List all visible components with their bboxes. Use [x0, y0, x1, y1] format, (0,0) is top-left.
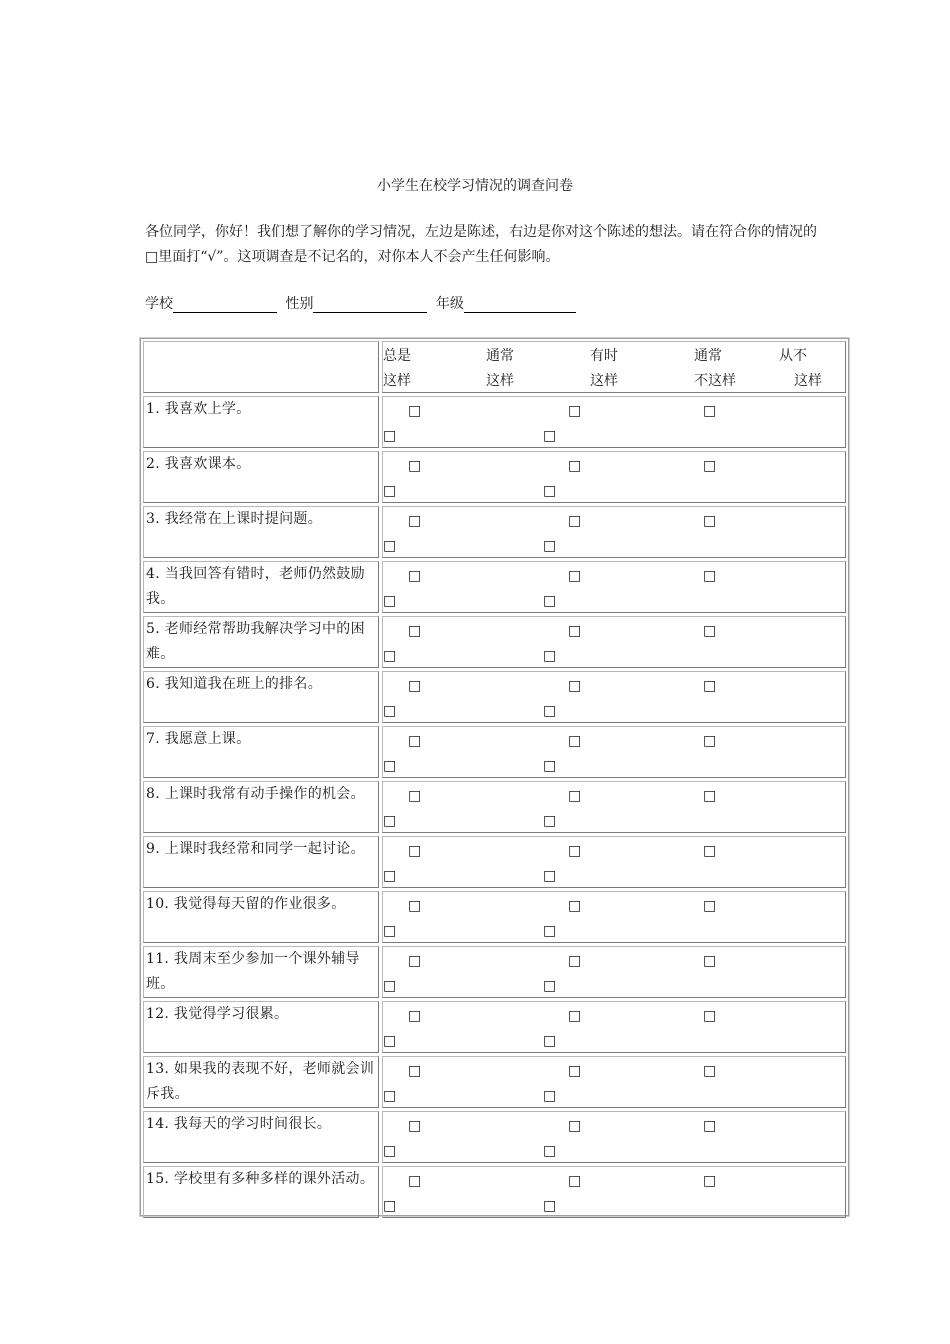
checkbox-usually[interactable]: □ — [568, 568, 582, 584]
checkbox-usually-not[interactable]: □ — [383, 1198, 397, 1214]
checkbox-sometimes[interactable]: □ — [703, 843, 717, 859]
question-cell — [143, 616, 379, 668]
checkbox-always[interactable]: □ — [408, 1008, 422, 1024]
checkbox-usually[interactable]: □ — [568, 1173, 582, 1189]
checkbox-always[interactable]: □ — [408, 788, 422, 804]
question-row — [143, 946, 846, 998]
question-row — [143, 1111, 846, 1163]
checkbox-always[interactable]: □ — [408, 568, 422, 584]
answer-cell — [382, 781, 846, 833]
question-cell — [143, 506, 379, 558]
answer-cell — [382, 726, 846, 778]
checkbox-never[interactable]: □ — [543, 648, 557, 664]
question-row — [143, 616, 846, 668]
checkbox-never[interactable]: □ — [543, 428, 557, 444]
checkbox-sometimes[interactable]: □ — [703, 1063, 717, 1079]
question-text: 4. 当我回答有错时，老师仍然鼓励我。 — [146, 566, 365, 607]
question-cell — [143, 396, 379, 448]
checkbox-never[interactable]: □ — [543, 813, 557, 829]
header-sometimes: 有时 这样 — [590, 348, 618, 389]
question-text: 8. 上课时我常有动手操作的机会。 — [146, 786, 365, 802]
question-cell — [143, 451, 379, 503]
question-row — [143, 1001, 846, 1053]
question-row — [143, 1056, 846, 1108]
respondent-info — [145, 293, 576, 313]
question-row — [143, 451, 846, 503]
question-text: 15. 学校里有多种多样的课外活动。 — [146, 1171, 375, 1187]
question-row — [143, 726, 846, 778]
gender-field[interactable] — [313, 296, 427, 313]
intro-paragraph: 各位同学，你好！我们想了解你的学习情况，左边是陈述，右边是你对这个陈述的想法。请在符合你的情况的□里面打“√”。这项调查是不记名的，对你本人不会产生任何影响。 — [145, 224, 817, 265]
header-row — [143, 341, 846, 393]
question-row — [143, 671, 846, 723]
checkbox-always[interactable]: □ — [408, 403, 422, 419]
header-usually-not: 通常 不这样 — [694, 348, 736, 389]
answer-cell — [382, 671, 846, 723]
answer-cell — [382, 451, 846, 503]
checkbox-sometimes[interactable]: □ — [703, 1008, 717, 1024]
school-field[interactable] — [173, 296, 277, 313]
checkbox-sometimes[interactable]: □ — [703, 513, 717, 529]
header-always: 总是 这样 — [383, 348, 411, 389]
header-options-cell — [382, 341, 846, 393]
header-never: 从不 这样 — [779, 348, 822, 389]
answer-cell — [382, 506, 846, 558]
question-row — [143, 561, 846, 613]
checkbox-sometimes[interactable]: □ — [703, 568, 717, 584]
checkbox-usually[interactable]: □ — [568, 1063, 582, 1079]
question-cell — [143, 1001, 379, 1053]
question-cell — [143, 726, 379, 778]
checkbox-usually-not[interactable]: □ — [383, 813, 397, 829]
answer-cell — [382, 1001, 846, 1053]
checkbox-always[interactable]: □ — [408, 458, 422, 474]
checkbox-sometimes[interactable]: □ — [703, 733, 717, 749]
survey-table — [140, 338, 849, 1216]
checkbox-sometimes[interactable]: □ — [703, 1173, 717, 1189]
checkbox-never[interactable]: □ — [543, 1143, 557, 1159]
question-row — [143, 1166, 846, 1218]
question-cell — [143, 891, 379, 943]
checkbox-usually[interactable]: □ — [568, 898, 582, 914]
answer-cell — [382, 1111, 846, 1163]
question-text: 10. 我觉得每天留的作业很多。 — [146, 896, 346, 912]
question-text: 9. 上课时我经常和同学一起讨论。 — [146, 841, 365, 857]
checkbox-never[interactable]: □ — [543, 868, 557, 884]
question-row — [143, 891, 846, 943]
question-text: 1. 我喜欢上学。 — [146, 401, 251, 417]
checkbox-never[interactable]: □ — [543, 923, 557, 939]
header-blank-cell — [143, 341, 379, 393]
checkbox-usually[interactable]: □ — [568, 513, 582, 529]
checkbox-usually[interactable]: □ — [568, 733, 582, 749]
answer-cell — [382, 836, 846, 888]
question-row — [143, 781, 846, 833]
checkbox-sometimes[interactable]: □ — [703, 623, 717, 639]
checkbox-never[interactable]: □ — [543, 703, 557, 719]
checkbox-always[interactable]: □ — [408, 1173, 422, 1189]
checkbox-never[interactable]: □ — [543, 1088, 557, 1104]
checkbox-sometimes[interactable]: □ — [703, 458, 717, 474]
checkbox-never[interactable]: □ — [543, 1033, 557, 1049]
checkbox-sometimes[interactable]: □ — [703, 1118, 717, 1134]
answer-cell — [382, 1056, 846, 1108]
question-cell — [143, 1056, 379, 1108]
checkbox-never[interactable]: □ — [543, 978, 557, 994]
gender-label: 性别 — [285, 296, 314, 312]
checkbox-usually[interactable]: □ — [568, 678, 582, 694]
question-cell — [143, 946, 379, 998]
checkbox-usually-not[interactable]: □ — [383, 1088, 397, 1104]
question-text: 11. 我周末至少参加一个课外辅导班。 — [146, 951, 360, 992]
question-row — [143, 396, 846, 448]
question-cell — [143, 671, 379, 723]
checkbox-usually-not[interactable]: □ — [383, 703, 397, 719]
checkbox-always[interactable]: □ — [408, 898, 422, 914]
checkbox-sometimes[interactable]: □ — [703, 403, 717, 419]
checkbox-usually[interactable]: □ — [568, 953, 582, 969]
checkbox-always[interactable]: □ — [408, 843, 422, 859]
page-title: 小学生在校学习情况的调查问卷 — [377, 178, 573, 194]
question-text: 2. 我喜欢课本。 — [146, 456, 251, 472]
answer-cell — [382, 396, 846, 448]
checkbox-usually-not[interactable]: □ — [383, 1033, 397, 1049]
question-text: 12. 我觉得学习很累。 — [146, 1006, 289, 1022]
checkbox-never[interactable]: □ — [543, 1198, 557, 1214]
checkbox-always[interactable]: □ — [408, 1118, 422, 1134]
checkbox-always[interactable]: □ — [408, 733, 422, 749]
checkbox-always[interactable]: □ — [408, 513, 422, 529]
grade-field[interactable] — [464, 296, 576, 313]
checkbox-usually[interactable]: □ — [568, 458, 582, 474]
grade-label: 年级 — [435, 296, 464, 312]
checkbox-usually-not[interactable]: □ — [383, 868, 397, 884]
school-label: 学校 — [145, 296, 173, 312]
question-cell — [143, 781, 379, 833]
checkbox-always[interactable]: □ — [408, 953, 422, 969]
answer-cell — [382, 946, 846, 998]
question-cell — [143, 561, 379, 613]
question-row — [143, 836, 846, 888]
checkbox-sometimes[interactable]: □ — [703, 898, 717, 914]
checkbox-usually[interactable]: □ — [568, 843, 582, 859]
answer-cell — [382, 891, 846, 943]
checkbox-always[interactable]: □ — [408, 678, 422, 694]
checkbox-usually-not[interactable]: □ — [383, 758, 397, 774]
checkbox-never[interactable]: □ — [543, 758, 557, 774]
checkbox-always[interactable]: □ — [408, 1063, 422, 1079]
question-text: 13. 如果我的表现不好，老师就会训斥我。 — [146, 1061, 375, 1102]
question-cell — [143, 1166, 379, 1218]
answer-cell — [382, 616, 846, 668]
checkbox-never[interactable]: □ — [543, 538, 557, 554]
question-text: 5. 老师经常帮助我解决学习中的困难。 — [146, 621, 365, 662]
checkbox-never[interactable]: □ — [543, 483, 557, 499]
checkbox-usually-not[interactable]: □ — [383, 538, 397, 554]
checkbox-never[interactable]: □ — [543, 593, 557, 609]
checkbox-usually-not[interactable]: □ — [383, 483, 397, 499]
question-cell — [143, 836, 379, 888]
checkbox-sometimes[interactable]: □ — [703, 788, 717, 804]
checkbox-usually[interactable]: □ — [568, 403, 582, 419]
checkbox-usually[interactable]: □ — [568, 788, 582, 804]
checkbox-sometimes[interactable]: □ — [703, 678, 717, 694]
checkbox-usually-not[interactable]: □ — [383, 428, 397, 444]
answer-cell — [382, 1166, 846, 1218]
question-cell — [143, 1111, 379, 1163]
checkbox-usually[interactable]: □ — [568, 1008, 582, 1024]
checkbox-usually-not[interactable]: □ — [383, 978, 397, 994]
checkbox-usually-not[interactable]: □ — [383, 1143, 397, 1159]
question-row — [143, 506, 846, 558]
checkbox-usually-not[interactable]: □ — [383, 648, 397, 664]
question-text: 3. 我经常在上课时提问题。 — [146, 511, 323, 527]
question-text: 7. 我愿意上课。 — [146, 731, 251, 747]
header-usually: 通常 这样 — [486, 348, 514, 389]
checkbox-sometimes[interactable]: □ — [703, 953, 717, 969]
checkbox-usually-not[interactable]: □ — [383, 923, 397, 939]
question-text: 14. 我每天的学习时间很长。 — [146, 1116, 332, 1132]
checkbox-usually[interactable]: □ — [568, 1118, 582, 1134]
checkbox-always[interactable]: □ — [408, 623, 422, 639]
checkbox-usually[interactable]: □ — [568, 623, 582, 639]
checkbox-usually-not[interactable]: □ — [383, 593, 397, 609]
answer-cell — [382, 561, 846, 613]
question-text: 6. 我知道我在班上的排名。 — [146, 676, 323, 692]
